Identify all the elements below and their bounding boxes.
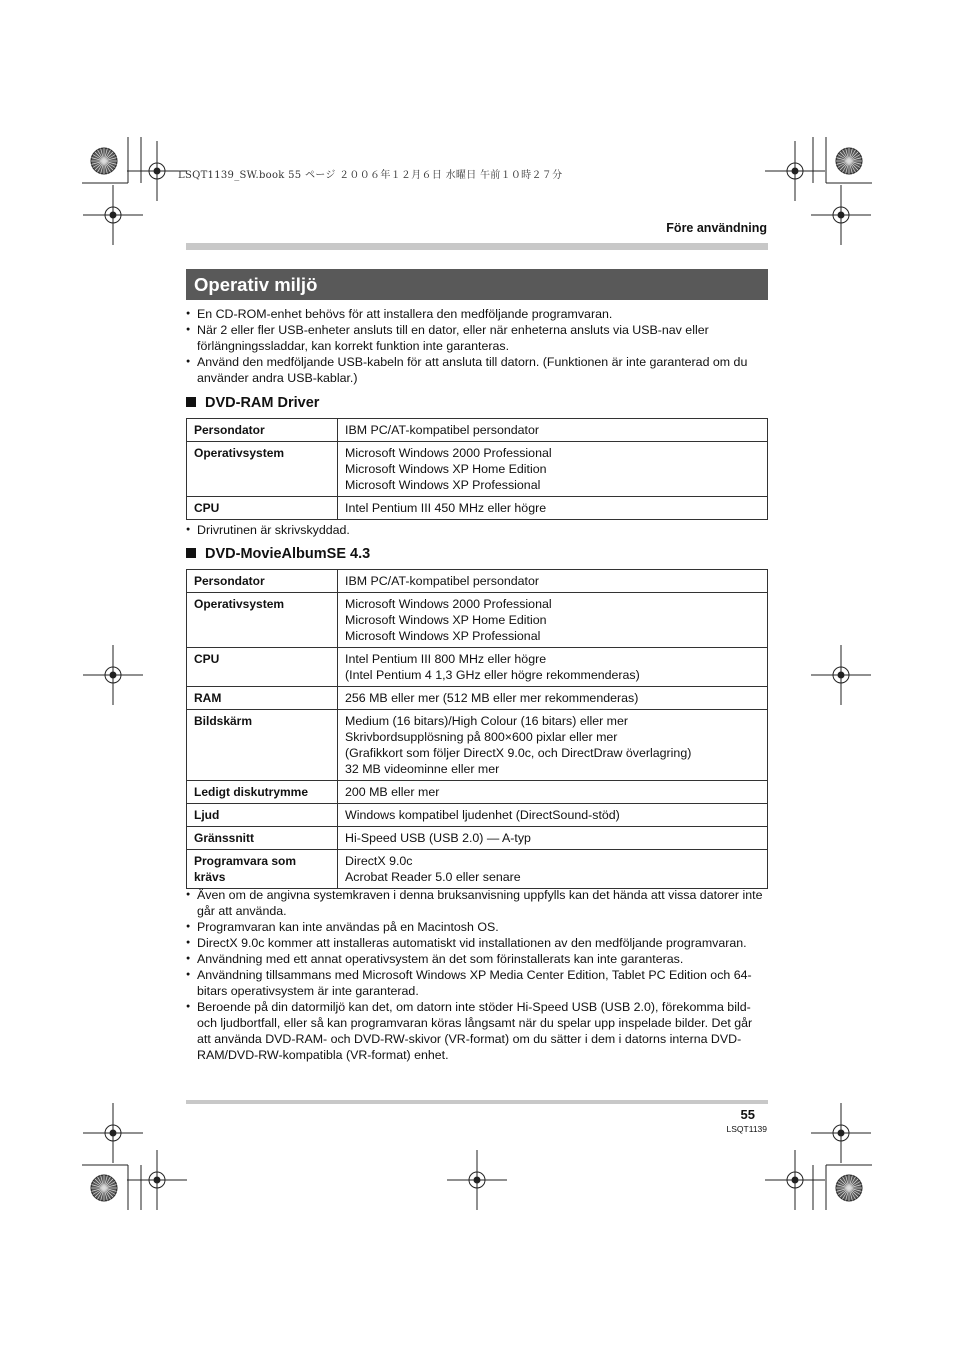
registration-mark-icon [127,1150,187,1210]
row-value [338,781,768,804]
spoked-wheel-icon [836,1175,862,1201]
list-item: ● Drivrutinen är skrivskyddad. [186,522,768,538]
value-line: Microsoft Windows XP Home Edition [345,462,547,476]
list-item: ● Även om de angivna systemkraven i denna bruksanvisning uppfylls kan det hända att vissa datorer inte går att använda. [186,887,768,919]
value-line: Microsoft Windows XP Professional [345,629,541,643]
square-bullet-icon [186,548,196,558]
value-line: IBM PC/AT-kompatibel persondator [345,574,539,588]
row-value [338,648,768,687]
top-rule [186,243,768,250]
list-item: ● Användning tillsammans med Microsoft Windows XP Media Center Edition, Tablet PC Edition och 64-bitars operativsystem är inte garanterad. [186,967,768,999]
list-item: ● När 2 eller fler USB-enheter ansluts till en dator, eller när enheterna ansluts via USB-nav eller förlängningssladdar, kan korrekt funktion inte garanteras. [186,322,768,354]
table-row [187,648,768,687]
list-item: ● En CD-ROM-enhet behövs för att installera den medföljande programvaran. [186,306,768,322]
row-label: Operativsystem [187,593,338,648]
row-value [338,419,768,442]
square-bullet-icon [186,397,196,407]
table-row [187,687,768,710]
row-label: Bildskärm [187,710,338,781]
row-label: CPU [187,497,338,520]
spoked-wheel-icon [836,148,862,174]
list-item: ● Använd den medföljande USB-kabeln för att ansluta till datorn. (Funktionen är inte garanterad om du använder andra USB-kablar.) [186,354,768,386]
registration-mark-icon [447,1150,507,1210]
value-line: DirectX 9.0c [345,854,413,868]
row-value [338,497,768,520]
table-row [187,827,768,850]
row-label: CPU [187,648,338,687]
list-item: ● Programvaran kan inte användas på en Macintosh OS. [186,919,768,935]
row-label: Programvara som krävs [187,850,338,889]
row-label: Operativsystem [187,442,338,497]
list-item: ● DirectX 9.0c kommer att installeras automatiskt vid installationen av den medföljande programvaran. [186,935,768,951]
row-value [338,442,768,497]
row-label: Persondator [187,570,338,593]
value-line: Medium (16 bitars)/High Colour (16 bitars) eller mer [345,714,629,728]
registration-mark-icon [83,1103,143,1163]
value-line: 32 MB videominne eller mer [345,762,500,776]
value-line: Microsoft Windows 2000 Professional [345,446,552,460]
value-line: IBM PC/AT-kompatibel persondator [345,423,539,437]
spoked-wheel-icon [91,1175,117,1201]
value-line: Windows kompatibel ljudenhet (DirectSound-stöd) [345,808,620,822]
registration-mark-icon [811,645,871,705]
value-line: Hi-Speed USB (USB 2.0) — A-typ [345,831,531,845]
row-value [338,827,768,850]
value-line: Intel Pentium III 800 MHz eller högre [345,652,547,666]
spoked-wheel-icon [91,148,117,174]
value-line: (Intel Pentium 4 1,3 GHz eller högre rekommenderas) [345,668,640,682]
row-value [338,687,768,710]
bottom-rule [186,1100,768,1104]
value-line: Microsoft Windows XP Professional [345,478,541,492]
page-title: Operativ miljö [186,269,768,300]
table-row [187,593,768,648]
list-item: ● Användning med ett annat operativsystem än det som förinstallerats kan inte garanteras. [186,951,768,967]
document-code: LSQT1139 [726,1124,767,1134]
registration-mark-icon [765,1150,825,1210]
registration-mark-icon [765,141,825,201]
row-label: Persondator [187,419,338,442]
page-number: 55 [740,1107,755,1122]
value-line: Intel Pentium III 450 MHz eller högre [345,501,547,515]
print-header: LSQT1139_SW.book 55 ページ ２００６年１２月６日 水曜日 午前１０時２７分 [178,170,563,181]
value-line: Skrivbordsupplösning på 800×600 pixlar eller mer [345,730,618,744]
dvdram-heading [186,395,319,411]
registration-mark-icon [83,645,143,705]
table-row [187,850,768,889]
table-row [187,804,768,827]
registration-mark-icon [83,185,143,245]
table-row [187,442,768,497]
row-value [338,850,768,889]
movie-heading [186,546,370,562]
dvdram-requirements-table [186,418,768,520]
row-value [338,710,768,781]
section-label: Före användning [666,221,767,235]
row-label: RAM [187,687,338,710]
value-line: (Grafikkort som följer DirectX 9.0c, och DirectDraw överlagring) [345,746,692,760]
registration-mark-icon [811,185,871,245]
row-value [338,593,768,648]
registration-mark-icon [811,1103,871,1163]
value-line: Microsoft Windows XP Home Edition [345,613,547,627]
value-line: 256 MB eller mer (512 MB eller mer rekommenderas) [345,691,639,705]
notes-list [186,887,768,1063]
movie-requirements-table [186,569,768,889]
value-line: 200 MB eller mer [345,785,440,799]
list-item: ● Beroende på din datormiljö kan det, om datorn inte stöder Hi-Speed USB (USB 2.0), förekomma bild- och ljudbortfall, eller så kan programvaran köras långsamt när du spelar upp inspelade bilder. Det går att använda DVD-RAM- och DVD-RW-skivor (VR-format) om du sätter i dem i datorns interna DVD-RAM/DVD-RW-kompatibla (VR-format) enhet. [186,999,768,1063]
table-row [187,570,768,593]
dvdram-note [186,522,768,538]
row-label: Ledigt diskutrymme [187,781,338,804]
row-value [338,804,768,827]
table-row [187,497,768,520]
table-row [187,710,768,781]
row-label: Ljud [187,804,338,827]
value-line: Microsoft Windows 2000 Professional [345,597,552,611]
movie-heading-text: DVD-MovieAlbumSE 4.3 [205,546,371,562]
intro-bullets [186,306,768,386]
table-row [187,781,768,804]
table-row [187,419,768,442]
row-value [338,570,768,593]
value-line: Acrobat Reader 5.0 eller senare [345,870,521,884]
row-label: Gränssnitt [187,827,338,850]
dvdram-heading-text: DVD-RAM Driver [205,395,320,411]
